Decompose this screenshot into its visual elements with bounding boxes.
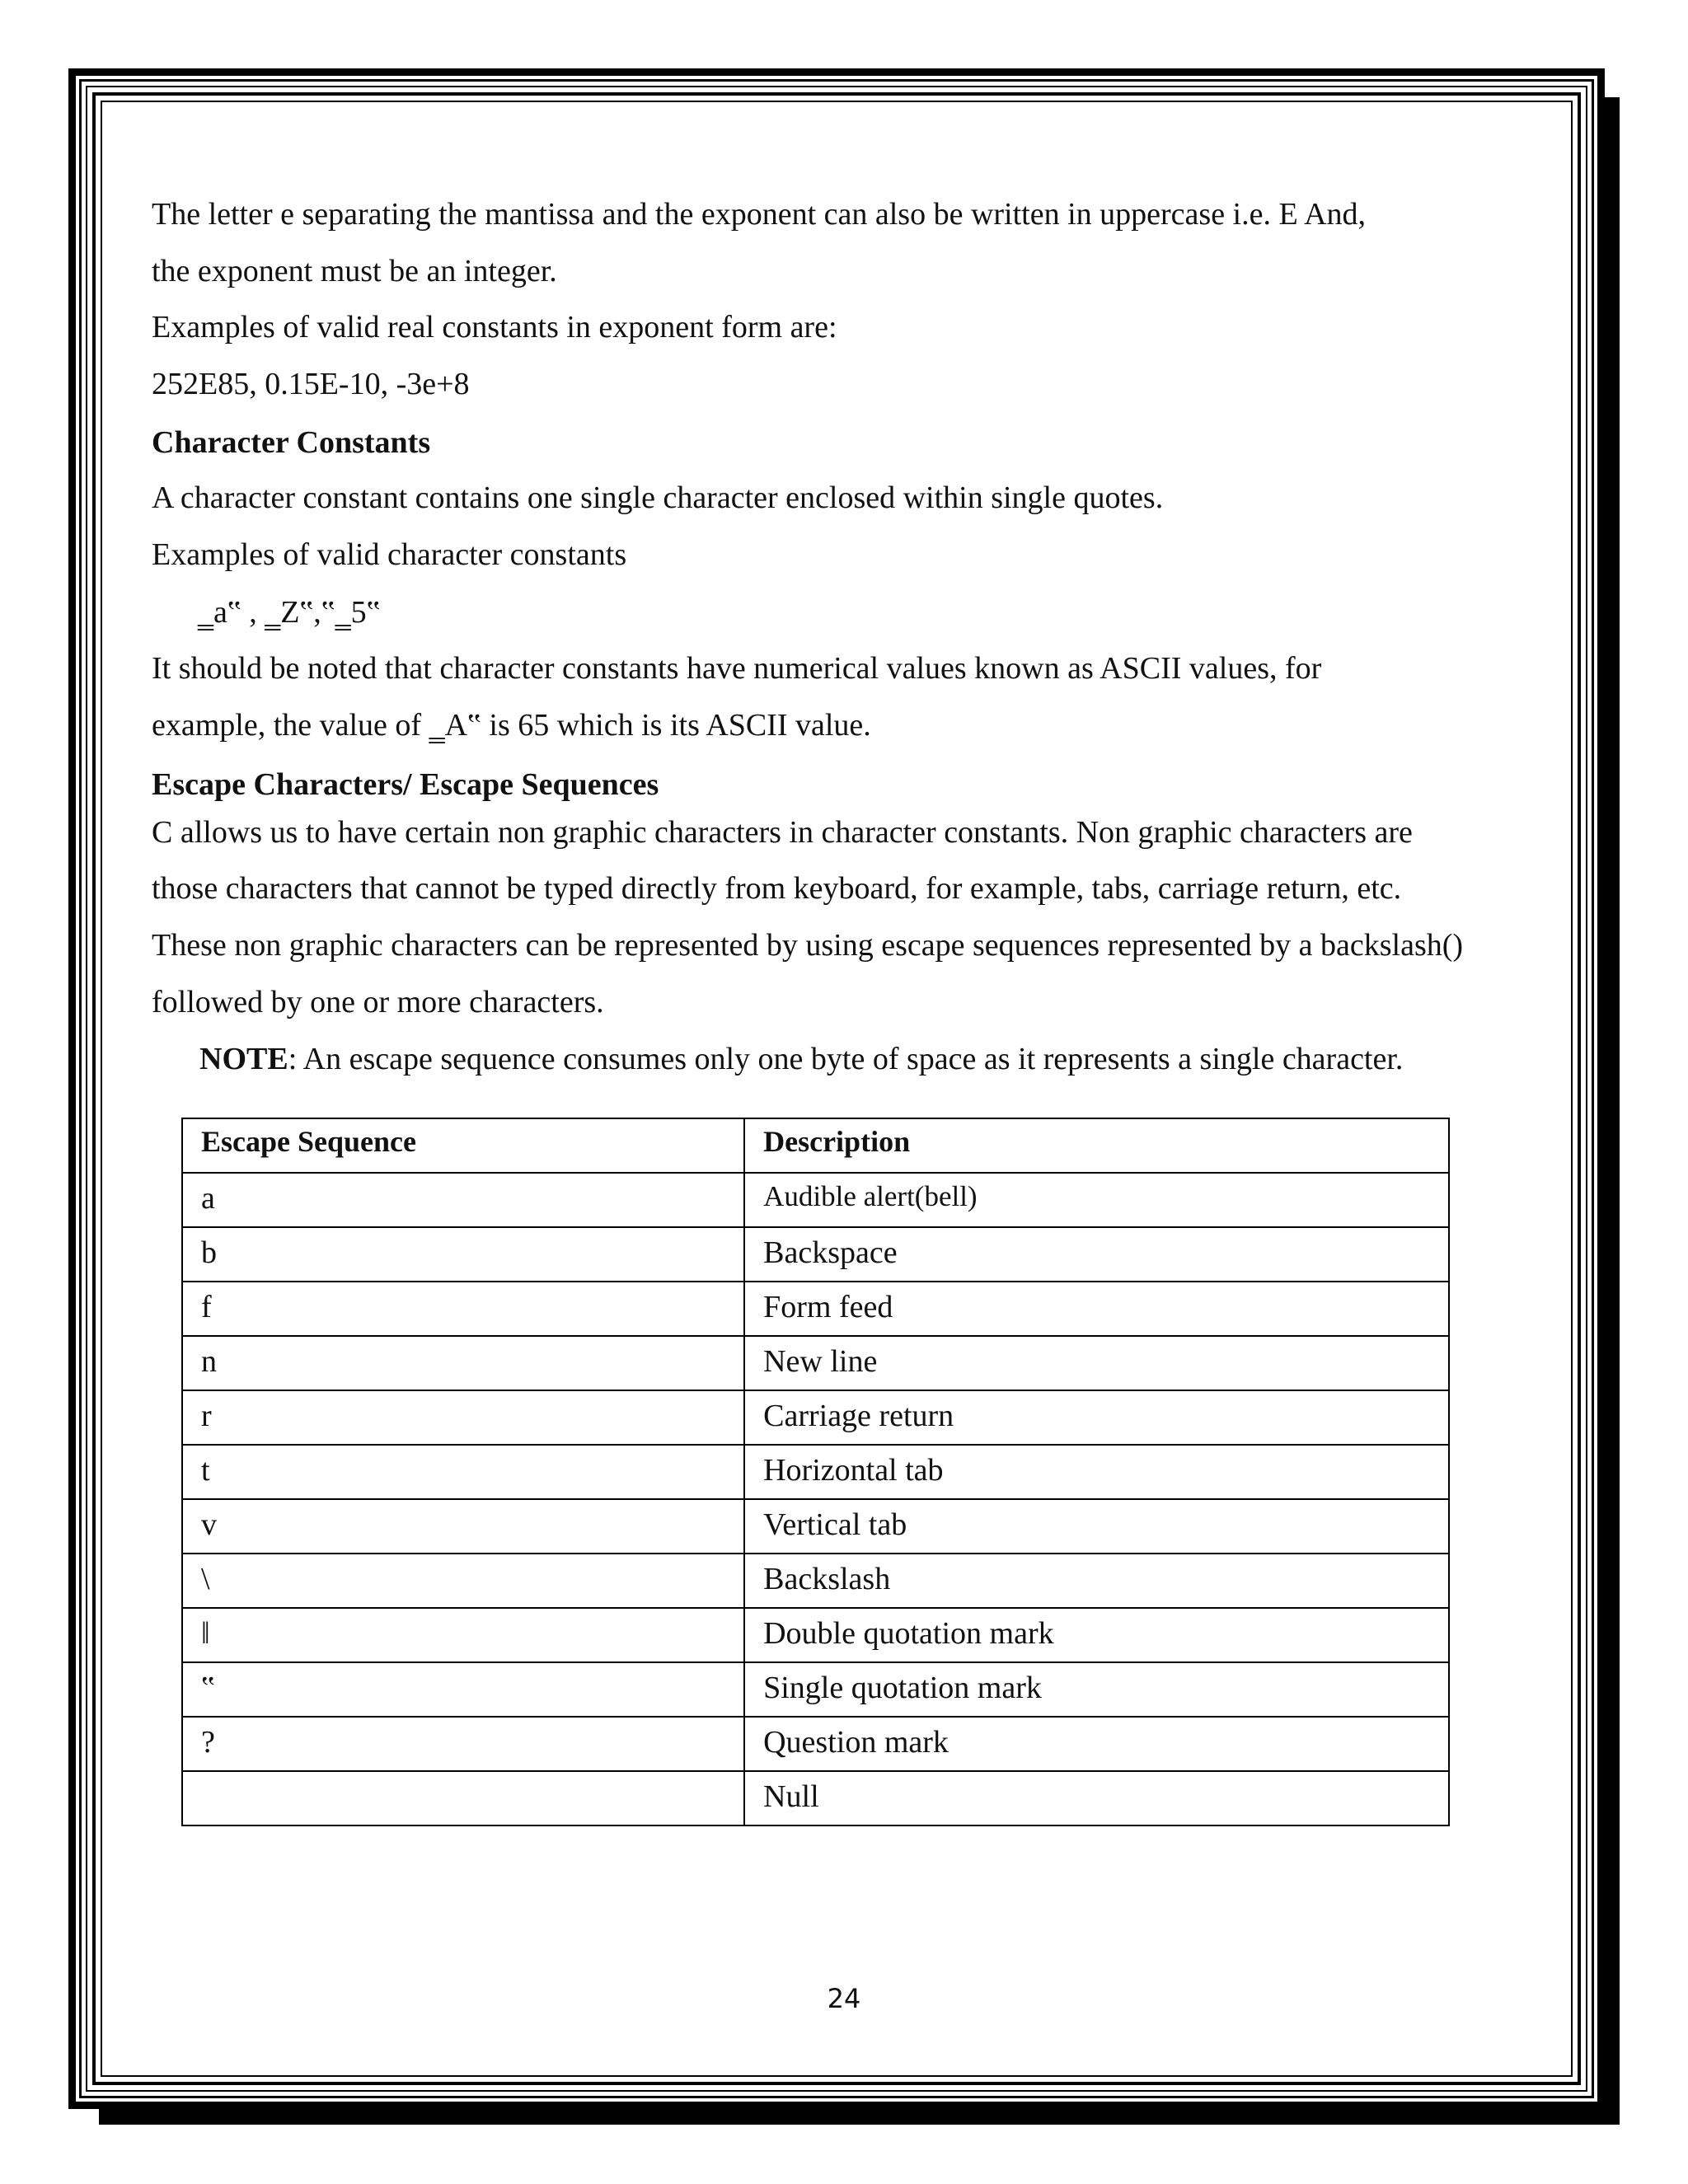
body-text-line: C allows us to have certain non graphic characters in character constants. Non graphic characters are — [152, 815, 1413, 850]
note-text: : An escape sequence consumes only one byte of space as it represents a single character. — [288, 1042, 1404, 1076]
table-row — [182, 1336, 1449, 1390]
body-text-line: The letter e separating the mantissa and the exponent can also be written in uppercase i.e. E And, — [152, 197, 1367, 232]
real-constant-examples: 252E85, 0.15E-10, -3e+8 — [152, 367, 470, 401]
description-cell: Vertical tab — [744, 1499, 1449, 1554]
section-heading-escape-sequences: Escape Characters/ Escape Sequences — [152, 767, 659, 802]
escape-sequence-cell: f — [182, 1282, 744, 1336]
column-header-escape-sequence: Escape Sequence — [182, 1118, 744, 1173]
body-text-line: Examples of valid real constants in exponent form are: — [152, 310, 837, 344]
table-header-row — [182, 1118, 1449, 1173]
escape-sequence-cell: a — [182, 1173, 744, 1227]
body-text-line: A character constant contains one single character enclosed within single quotes. — [152, 480, 1164, 515]
escape-sequence-cell: ‟ — [182, 1662, 744, 1717]
body-text-line: followed by one or more characters. — [152, 985, 604, 1019]
body-text-line: It should be noted that character constants have numerical values known as ASCII values, for — [152, 651, 1322, 686]
escape-sequence-cell: b — [182, 1227, 744, 1282]
note-label: NOTE — [199, 1042, 288, 1076]
table-row — [182, 1499, 1449, 1554]
page-number: 24 — [827, 1983, 861, 2014]
body-text-line: These non graphic characters can be represented by using escape sequences represented by a backslash() — [152, 928, 1464, 963]
table-row — [182, 1282, 1449, 1336]
table-row — [182, 1717, 1449, 1771]
table-row — [182, 1173, 1449, 1227]
body-text-line: the exponent must be an integer. — [152, 254, 557, 288]
table-row — [182, 1390, 1449, 1445]
char-constant-examples: ‗a‟ , ‗Z‟,‟‗5‟ — [198, 595, 381, 630]
section-heading-character-constants: Character Constants — [152, 425, 431, 460]
table-row — [182, 1662, 1449, 1717]
column-header-description: Description — [744, 1118, 1449, 1173]
description-cell: Question mark — [744, 1717, 1449, 1771]
body-text-line: Examples of valid character constants — [152, 537, 627, 572]
table-row — [182, 1771, 1449, 1825]
table-row — [182, 1608, 1449, 1662]
escape-sequence-cell: \ — [182, 1554, 744, 1608]
description-cell: Carriage return — [744, 1390, 1449, 1445]
body-text-line: example, the value of ‗A‟ is 65 which is its ASCII value. — [152, 708, 871, 743]
description-cell: Single quotation mark — [744, 1662, 1449, 1717]
escape-sequence-cell — [182, 1771, 744, 1825]
escape-sequence-table — [181, 1118, 1450, 1826]
table-row — [182, 1227, 1449, 1282]
escape-sequence-cell: t — [182, 1445, 744, 1499]
description-cell: Double quotation mark — [744, 1608, 1449, 1662]
description-cell: Audible alert(bell) — [744, 1173, 1449, 1227]
description-cell: Null — [744, 1771, 1449, 1825]
escape-sequence-cell: v — [182, 1499, 744, 1554]
description-cell: Backspace — [744, 1227, 1449, 1282]
table-row — [182, 1554, 1449, 1608]
escape-sequence-cell: n — [182, 1336, 744, 1390]
table-row — [182, 1445, 1449, 1499]
note-paragraph — [199, 1040, 1403, 1078]
escape-sequence-cell: ? — [182, 1717, 744, 1771]
escape-sequence-cell: ‖ — [182, 1608, 744, 1662]
description-cell: Backslash — [744, 1554, 1449, 1608]
escape-sequence-cell: r — [182, 1390, 744, 1445]
description-cell: Horizontal tab — [744, 1445, 1449, 1499]
description-cell: New line — [744, 1336, 1449, 1390]
body-text-line: those characters that cannot be typed directly from keyboard, for example, tabs, carriage return, etc. — [152, 871, 1402, 906]
description-cell: Form feed — [744, 1282, 1449, 1336]
